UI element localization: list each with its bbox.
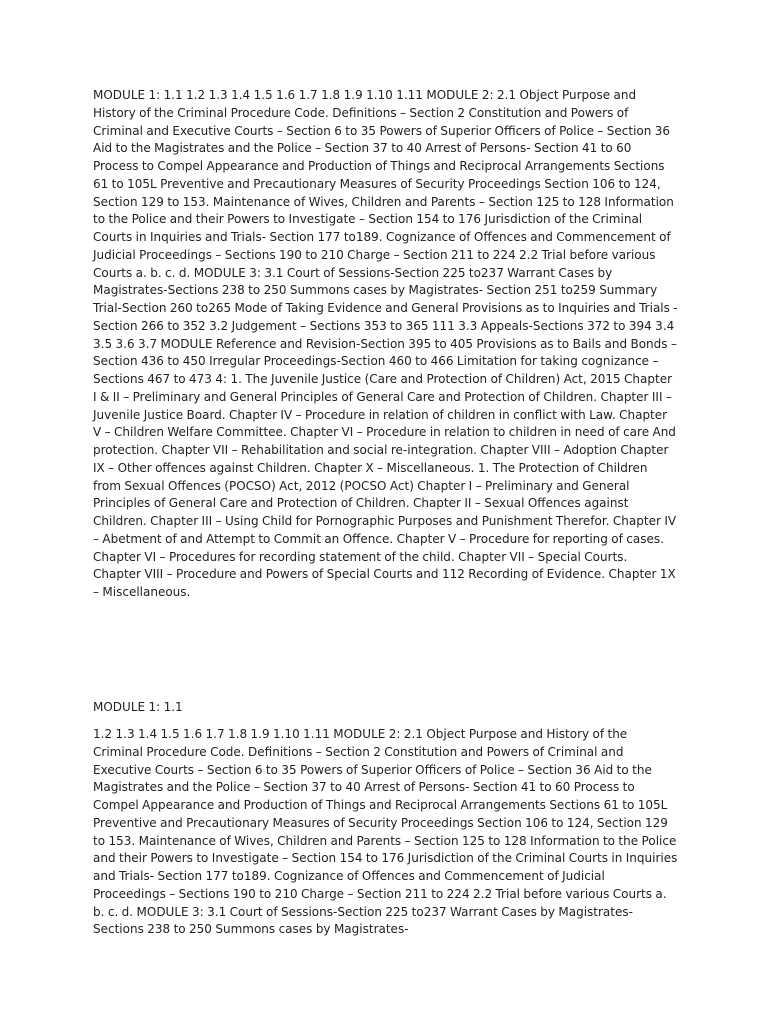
syllabus-paragraph-repeat: 1.2 1.3 1.4 1.5 1.6 1.7 1.8 1.9 1.10 1.11 MODULE 2: 2.1 Object Purpose and History of the Criminal Procedure Code. Definitions – Section 2 Constitution and Powers of Criminal and Executive Courts – Section 6 to 35 Powers of Superior Officers of Police – Section 36 Aid to the Magistrates and the Police – Section 37 to 40 Arrest of Persons- Section 41 to 60 Process to Compel Appearance and Production of Things and Reciprocal Arrangements Sections 61 to 105L Preventive and Precautionary Measures of Security Proceedings Section 106 to 124, Section 129 to 153. Maintenance of Wives, Children and Parents – Section 125 to 128 Information to the Police and their Powers to Investigate – Section 154 to 176 Jurisdiction of the Criminal Courts in Inquiries and Trials- Section 177 to189. Cognizance of Offences and Commencement of Judicial Proceedings – Sections 190 to 210 Charge – Section 211 to 224 2.2 Trial before various Courts a. b. c. d. MODULE 3: 3.1 Court of Sessions-Section 225 to237 Warrant Cases by Magistrates-Sections 238 to 250 Summons cases by Magistrates- [93, 727, 678, 937]
syllabus-paragraph: MODULE 1: 1.1 1.2 1.3 1.4 1.5 1.6 1.7 1.8 1.9 1.10 1.11 MODULE 2: 2.1 Object Purpose and History of the Criminal Procedure Code. Definitions – Section 2 Constitution and Powers of Criminal and Executive Courts – Section 6 to 35 Powers of Superior Officers of Police – Section 36 Aid to the Magistrates and the Police – Section 37 to 40 Arrest of Persons- Section 41 to 60 Process to Compel Appearance and Production of Things and Reciprocal Arrangements Sections 61 to 105L Preventive and Precautionary Measures of Security Proceedings Section 106 to 124, Section 129 to 153. Maintenance of Wives, Children and Parents – Section 125 to 128 Information to the Police and their Powers to Investigate – Section 154 to 176 Jurisdiction of the Criminal Courts in Inquiries and Trials- Section 177 to189. Cognizance of Offences and Commencement of Judicial Proceedings – Sections 190 to 210 Charge – Section 211 to 224 2.2 Trial before various Courts a. b. c. d. MODULE 3: 3.1 Court of Sessions-Section 225 to237 Warrant Cases by Magistrates-Sections 238 to 250 Summons cases by Magistrates- Section 251 to259 Summary Trial-Section 260 to265 Mode of Taking Evidence and General Provisions as to Inquiries and Trials - Section 266 to 352 3.2 Judgement – Sections 353 to 365 111 3.3 Appeals-Sections 372 to 394 3.4 3.5 3.6 3.7 MODULE Reference and Revision-Section 395 to 405 Provisions as to Bails and Bonds – Section 436 to 450 Irregular Proceedings-Section 460 to 466 Limitation for taking cognizance –Sections 467 to 473 4: 1. The Juvenile Justice (Care and Protection of Children) Act, 2015 Chapter I & II – Preliminary and General Principles of General Care and Protection of Children. Chapter III – Juvenile Justice Board. Chapter IV – Procedure in relation of children in conflict with Law. Chapter V – Children Welfare Committee. Chapter VI – Procedure in relation to children in need of care And protection. Chapter VII – Rehabilitation and social re-integration. Chapter VIII – Adoption Chapter IX – Other offences against Children. Chapter X – Miscellaneous. 1. The Protection of Children from Sexual Offences (POCSO) Act, 2012 (POCSO Act) Chapter I – Preliminary and General Principles of General Care and Protection of Children. Chapter II – Sexual Offences against Children. Chapter III – Using Child for Pornographic Purposes and Punishment Therefor. Chapter IV – Abetment of and Attempt to Commit an Offence. Chapter V – Procedure for reporting of cases. Chapter VI – Procedures for recording statement of the child. Chapter VII – Special Courts. Chapter VIII – Procedure and Powers of Special Courts and 112 Recording of Evidence. Chapter 1X – Miscellaneous. [93, 88, 678, 599]
module-heading: MODULE 1: 1.1 [93, 700, 183, 714]
